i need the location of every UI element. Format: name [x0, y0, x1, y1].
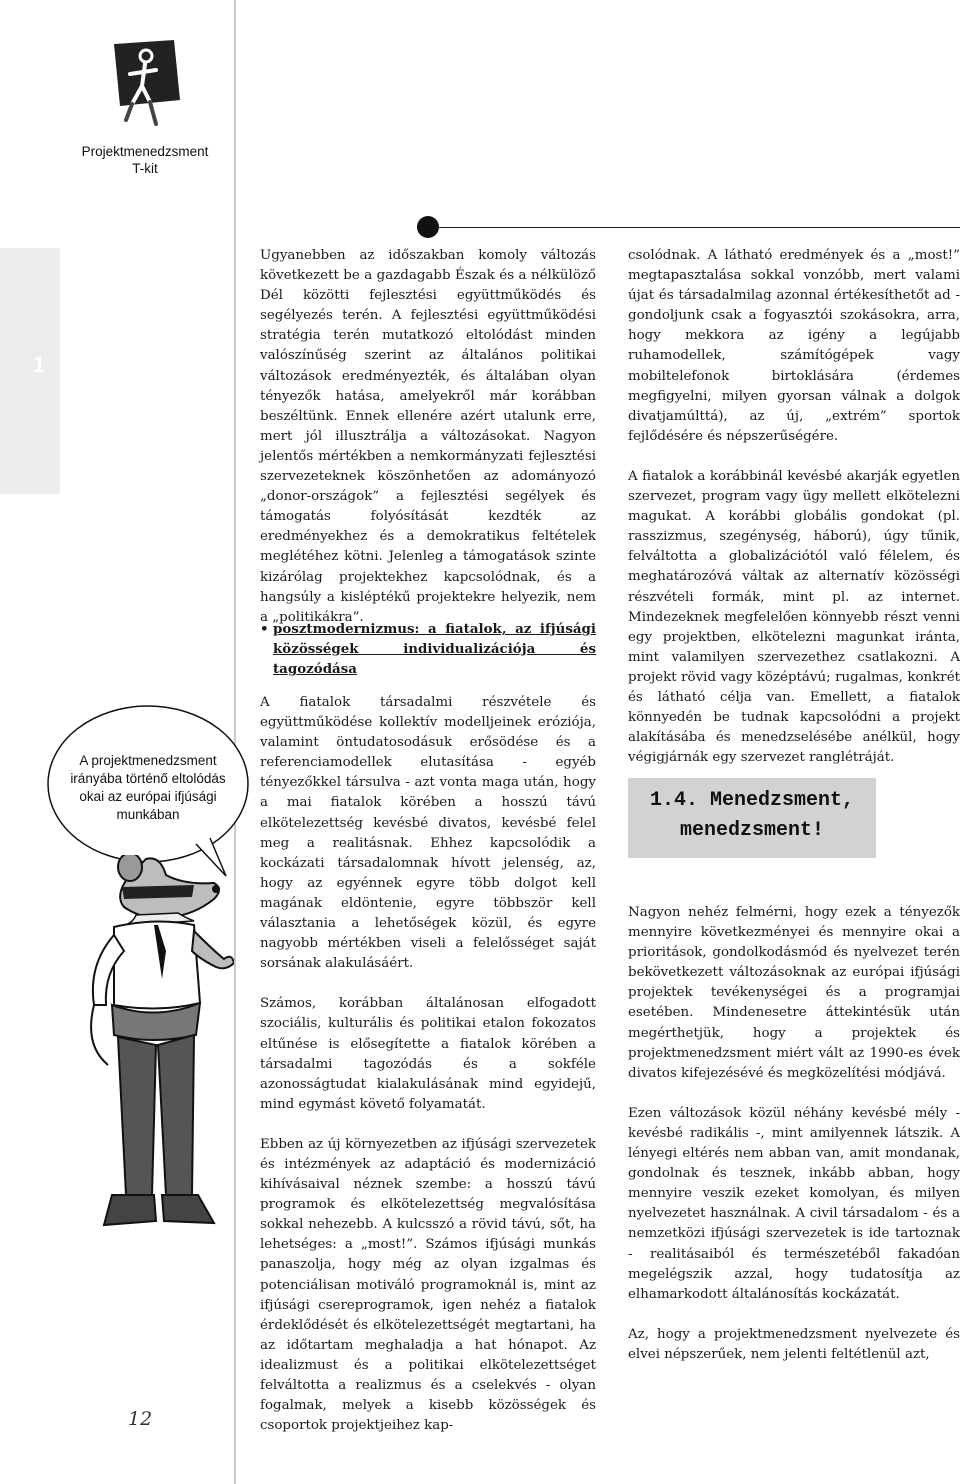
- body-paragraph: Ezen változások közül néhány kevésbé mély - kevésbé radikális -, mint amilyennek látszik. A lényegi eltérés nem abban van, amit mondanak, gondolnak és tesznek, inkább abban, hogy mennyire veszik ezeket komolyan, és milyen nyelvezetet használnak. A civil társadalom - és a nemzetközi ifjúsági szervezetek is ide tartoznak - realitásaiból és természetéből fakadóan megelégszik azzal, hogy tudatosítja az elhamarkodott általánosítás kockázatát.: [628, 1105, 960, 1302]
- column-middle-top: [260, 246, 596, 628]
- body-paragraph: Számos, korábban általánosan elfogadott szociális, kulturális és politikai etalon fokozatos eltűnése is elősegítette a fiatalok körében a társadalmi tagozódás és a sokféle azonosságtudat kialakulásának mind egyidejű, mind egymást követő folyamatát.: [260, 996, 596, 1112]
- top-rule: [428, 227, 960, 228]
- body-paragraph: A fiatalok a korábbinál kevésbé akarják egyetlen szervezet, program vagy ügy mellett elkötelezni magukat. A korábbi globális gondokat (pl. rasszizmus, szegénység, háború), úgy tűnik, felváltotta a globalizációtól való félelem, és meghatározóvá váltak az alternatív közösségi részvételi formák, mint pl. az internet. Mindezeknek megfelelően könnyebb részt venni egy projektben, elkötelezni magunkat iránta, mint valamilyen szervezethez csatlakozni. A projekt rövid vagy középtávú; rugalmas, konkrét és látható célja van. Emellett, a fiatalok könnyedén be tudnak kapcsolódni a projekt alakításába és menedzselésébe anélkül, hogy végigjárnák egy szervezet ranglétráját.: [628, 468, 960, 766]
- body-paragraph: csolódnak. A látható eredmények és a „most!” megtapasztalása sokkal vonzóbb, mert valami újat és társadalmilag azonnal értékesíthetőt ad - gondoljunk csak a fogyasztói szokásokra, arra, hogy mekkora az igény a legújabb ruhamodellek, számítógépek vagy mobiltelefonok birtoklására (érdemes megfigyelni, milyen gyorsan válnak a dolgok divatjamúlttá), az új, „extrém” sportok fejlődésére és népszerűségére.: [628, 248, 960, 444]
- speech-bubble-text: A projektmenedzsment irányába történő eltolódás okai az európai ifjúsági munkában: [70, 753, 226, 822]
- bullet-item: [260, 619, 596, 679]
- sidebar-title-line1: Projektmenedzsment: [81, 144, 209, 159]
- column-middle-body: [260, 693, 596, 1436]
- bullet-text: posztmodernizmus: a fiatalok, az ifjúsági közösségek individualizációja és tagozódása: [273, 621, 596, 678]
- section-heading: [628, 786, 876, 846]
- body-paragraph: Nagyon nehéz felmérni, hogy ezek a tényezők mennyire következményei és mennyire okai a prioritások, gondolkodásmód és nyelvezet terén bekövetkezett változásoknak az európai ifjúsági projektek tevékenységei és a programjai esetében. Mindenesetre áttekintésük után megérthetjük, hogy a projektek és projektmenedzsment miért vált az 1990-es évek divatos kifejezésévé és megközelítési módjává.: [628, 905, 960, 1081]
- sidebar-title-line2: T-kit: [132, 161, 158, 176]
- column-right-top: [628, 246, 960, 768]
- chapter-number: 1: [32, 352, 46, 377]
- top-rule-dot: [417, 216, 439, 238]
- body-paragraph: Ugyanebben az időszakban komoly változás következett be a gazdagabb Észak és a nélkülöző Dél közötti fejlesztési együttműködés és segélyezés terén. A fejlesztési együttműködési stratégia terén mutatkozó eltolódást minden valószínűség szerint az általános politikai változások eredményezték, és általában olyan tényezők hatása, amelyekről már korábban beszéltünk. Ennek ellenére azért utalunk erre, mert jól illusztrálja a változásokat. Nagyon jelentős mértékben a nemkormányzati fejlesztési szervezeteknek köszönhetően az adományozó „donor-országok” a fejlesztési segélyek és támogatás folyósítását kezdték az eredményekhez és a demokratikus feltételek meglétéhez kötni. Jelenleg a támogatások szinte kizárólag projektekhez kapcsolódnak, és a hangsúly a kisléptékű projektekre helyezik, nem a „politikákra”.: [260, 248, 596, 625]
- tkit-logo-icon: [112, 40, 182, 128]
- body-paragraph: Az, hogy a projektmenedzsment nyelvezete és elvei népszerűek, nem jelenti feltétlenül azt,: [628, 1326, 960, 1362]
- bullet-dot-icon: •: [260, 621, 269, 637]
- sidebar-title: [40, 143, 250, 177]
- body-paragraph: A fiatalok társadalmi részvétele és együttműködése kollektív modelljeinek eróziója, valamint öntudatosodásuk erősödése és a referenciamodellek elutasítása - egyéb tényezőkkel társulva - azt vonta maga után, hogy a mai fiatalok körében a hosszú távú elkötelezettség kevésbé divatos, kevésbé felel meg a realitásnak. Ehhez kapcsolódik a kockázati társadalomnak hívott jelenség, az, hogy az egyénnek egyre több dolgot kell magának eldöntenie, egyre többször kell választania a lehetőségek közül, és egyre nagyobb mértékben viseli a felelősséget saját sorsának alakulásáért.: [260, 695, 596, 972]
- section-heading-line2: menedzsment!: [679, 819, 825, 842]
- body-paragraph: Ebben az új környezetben az ifjúsági szervezetek és intézmények az adaptáció és modernizáció kihívásaival néznek szembe: a hosszú távú programok és elkötelezettség megvalósítása sokkal nehezebb. A kulcsszó a rövid távú, sőt, ha lehetséges: a „most!”. Számos ifjúsági munkás panaszolja, hogy még az olyan izgalmas és potenciálisan motiváló programoknál is, mint az ifjúsági csereprogramok, igen nehéz a fiatalok érdeklődését és elkötelezettségét megtartani, ha az időtartam meghaladja a hat hónapot. Az idealizmust és a politikai elkötelezettséget felváltotta a realizmus és a cselekvés - olyan fogalmak, melyek a kisebb közösségek és csoportok projektjeihez kap-: [260, 1136, 596, 1434]
- rat-mascot-icon: [74, 855, 234, 1295]
- section-heading-line1: 1.4. Menedzsment,: [649, 789, 855, 812]
- page-number: 12: [128, 1408, 153, 1430]
- column-right-body: [628, 903, 960, 1365]
